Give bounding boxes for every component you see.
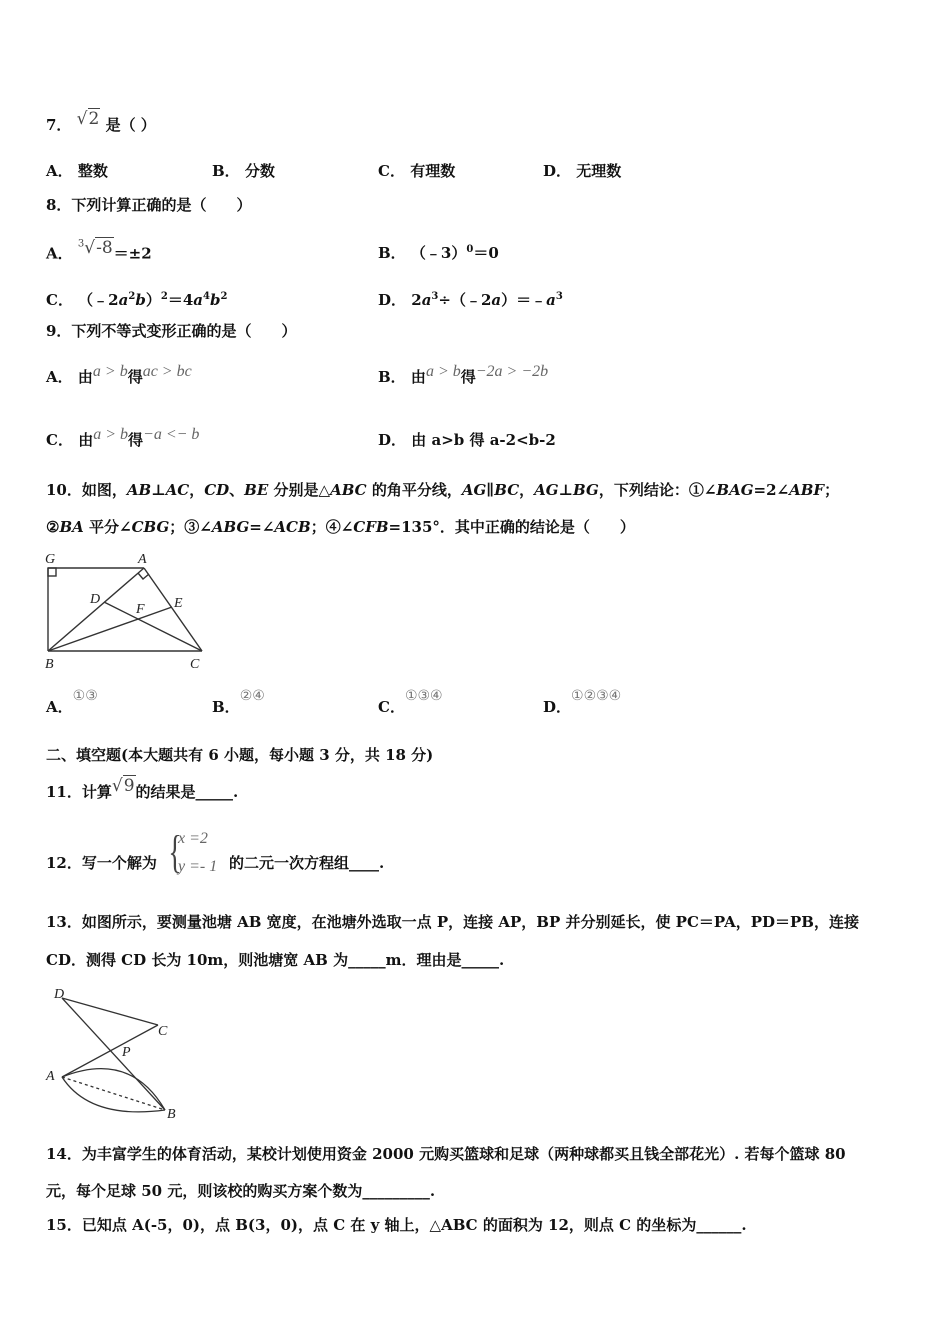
q7-option-a: A． 整数 (46, 162, 108, 180)
q8-option-b: B． （﹣3）$^0$＝0 (378, 244, 499, 262)
q10-option-c: C．①③④ (378, 688, 443, 716)
q10-option-a: A．①③ (46, 688, 98, 716)
q10-segment-ab (48, 568, 144, 651)
q9-stem: 9．下列不等式变形正确的是（ ） (46, 322, 297, 340)
q10-label-d: D (90, 592, 101, 607)
q9-option-d: D． 由 a>b 得 a-2<b-2 (378, 431, 556, 449)
q13-pond-upper (62, 1069, 165, 1110)
q9-option-a: A． 由a > b得ac > bc (46, 363, 192, 386)
q7-option-b: B． 分数 (212, 162, 275, 180)
q15-line: 15．已知点 A(-5，0)，点 B(3，0)，点 C 在 y 轴上，△ABC 的面积为 12，则点 C 的坐标为______. (46, 1216, 747, 1234)
q11-sqrt: √9 (111, 776, 135, 796)
q13-line-1: 13．如图所示，要测量池塘 AB 宽度，在池塘外选取一点 P，连接 AP，BP 并分别延长，使 PC＝PA，PD＝PB，连接 (46, 913, 859, 931)
q11-line: 11．计算√9的结果是_____. (46, 776, 239, 801)
q13-label-p: P (122, 1045, 131, 1060)
q9-option-c: C． 由a > b得−a <− b (46, 426, 200, 449)
q12-eq2: y =- 1 (178, 858, 218, 875)
q10-label-c: C (190, 657, 200, 672)
q13-segment-dc (62, 998, 158, 1025)
q10-segment-ac (144, 568, 202, 651)
q10-label-g: G (45, 552, 56, 567)
q12-brace: { (168, 826, 182, 877)
q10-label-a: A (138, 552, 147, 567)
q9-option-b: B． 由a > b得−2a > −2b (378, 363, 549, 386)
q8-option-c: C． $(﹣2a^2b)^2=4a^4b^2$ (46, 291, 228, 309)
q13-label-a: A (46, 1069, 55, 1084)
q13-line-2: CD．测得 CD 长为 10m，则池塘宽 AB 为_____m．理由是_____. (46, 951, 505, 969)
q10-label-e: E (174, 596, 183, 611)
q10-line-1: 10．如图，AB⊥AC，CD、BE 分别是△ABC 的角平分线，AG∥BC，AG⊥BG，下列结论：①∠BAG=2∠ABF； (46, 481, 840, 499)
q12-eq1: x =2 (178, 830, 208, 847)
q7-line (46, 109, 156, 135)
q8-option-a: A． $^3$√-8＝±2 (46, 237, 152, 263)
q10-segment-be (48, 607, 172, 651)
q13-segment-db (62, 998, 165, 1110)
q14-line-1: 14．为丰富学生的体育活动，某校计划使用资金 2000 元购买篮球和足球（两种球都买且钱全部花光）. 若每个篮球 80 (46, 1145, 846, 1163)
q12-post: 的二元一次方程组____. (229, 854, 385, 872)
q7-number: 7． (46, 116, 72, 134)
q10-figure (40, 545, 220, 675)
q10-option-b: B．②④ (212, 688, 265, 716)
q10-line-2: ②BA 平分∠CBG；③∠ABG=∠ACB；④∠CFB=135°．其中正确的结论是（ ） (46, 518, 635, 536)
q7-radicand: 2 (88, 109, 100, 129)
q7-sqrt: √2 (76, 109, 100, 129)
q12-pre: 12．写一个解为 (46, 854, 157, 872)
q13-figure (40, 980, 190, 1125)
q14-line-2: 元，每个足球 50 元，则该校的购买方案个数为_________. (46, 1182, 436, 1200)
q13-label-b: B (167, 1107, 176, 1122)
q13-label-d: D (54, 987, 65, 1002)
q7-stem: 是（ ） (105, 116, 156, 134)
q10-label-b: B (45, 657, 54, 672)
q7-option-c: C． 有理数 (378, 162, 456, 180)
q13-pond-lower (62, 1077, 165, 1112)
q8-cube-root: $^3$√-8 (77, 237, 113, 258)
q10-right-angle-g (48, 568, 56, 576)
q10-label-f: F (136, 602, 145, 617)
q13-label-c: C (158, 1024, 168, 1039)
q7-option-d: D． 无理数 (543, 162, 622, 180)
q8-stem: 8．下列计算正确的是（ ） (46, 196, 252, 214)
section-2-title: 二、填空题(本大题共有 6 小题，每小题 3 分，共 18 分) (46, 746, 434, 764)
q8-option-d: D． $2a^3\div(﹣2a)=﹣a^3$ (378, 291, 563, 309)
q10-option-d: D．①②③④ (543, 688, 622, 716)
